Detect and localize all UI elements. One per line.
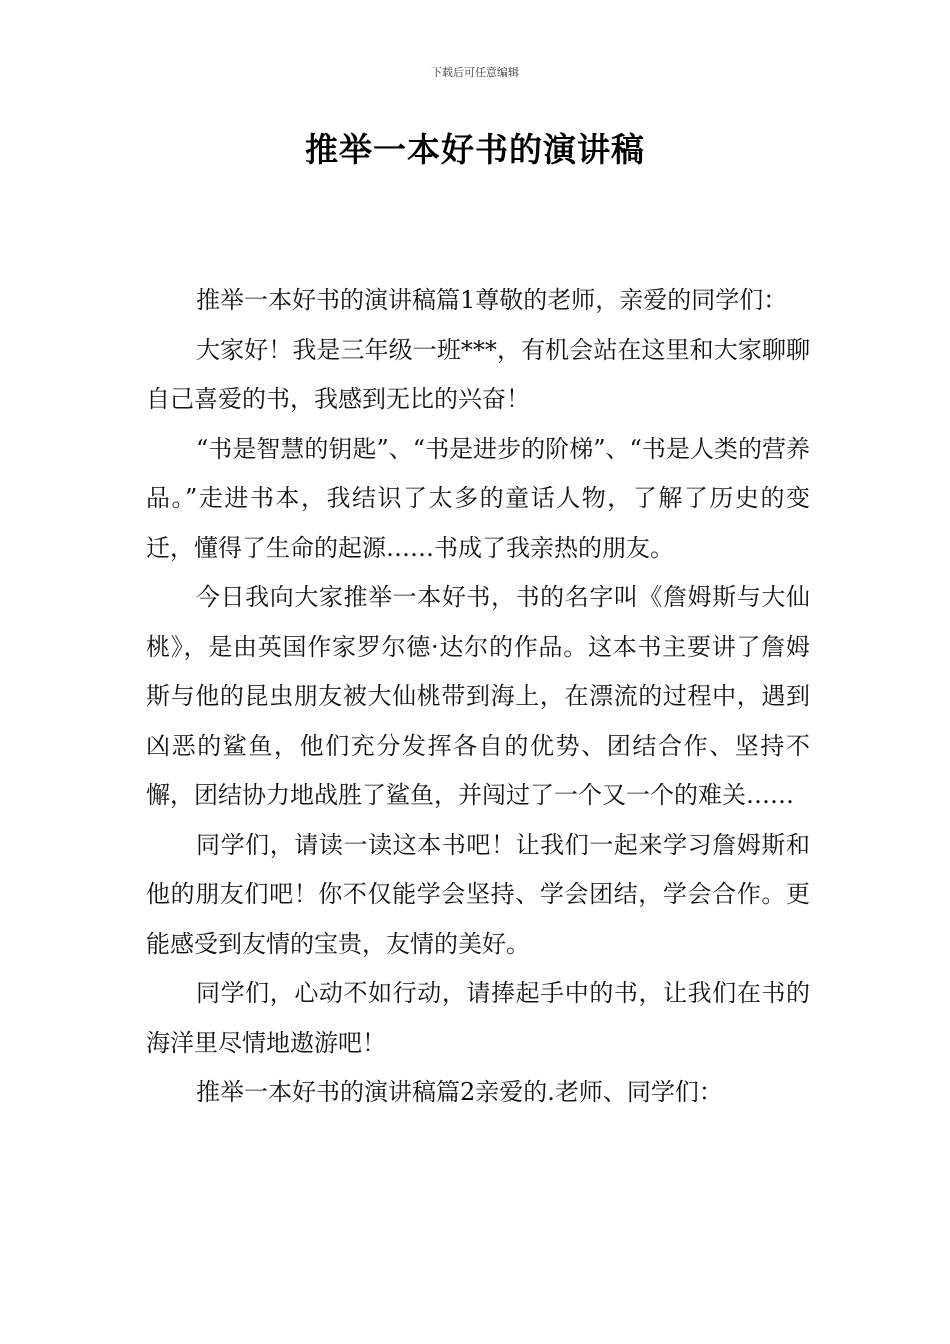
paragraph: 推举一本好书的演讲稿篇2亲爱的.老师、同学们： [196,1078,723,1106]
paragraph: 同学们，请读一读这本书吧！让我们一起来学习詹姆斯和他的朋友们吧！你不仅能学会坚持、学会团结，学会合作。更能感受到友情的宝贵，友情的美好。 [146,830,810,958]
paragraph: 大家好！我是三年级一班***，有机会站在这里和大家聊聊自己喜爱的书，我感到无比的兴奋！ [146,335,810,413]
paragraph: “书是智慧的钥匙”、“书是进步的阶梯”、“书是人类的营养品。”走进书本，我结识了太多的童话人物，了解了历史的变迁，懂得了生命的起源……书成了我亲热的朋友。 [146,434,810,562]
paragraph: 同学们，心动不如行动，请捧起手中的书，让我们在书的海洋里尽情地遨游吧！ [146,979,810,1057]
document-body [146,276,810,1118]
header-note: 下载后可任意编辑 [431,66,519,79]
document-title: 推举一本好书的演讲稿 [305,130,645,169]
paragraph: 今日我向大家推举一本好书，书的名字叫《詹姆斯与大仙桃》，是由英国作家罗尔德·达尔的作品。这本书主要讲了詹姆斯与他的昆虫朋友被大仙桃带到海上，在漂流的过程中，遇到凶恶的鲨鱼，他们充分发挥各自的优势、团结合作、坚持不懈，团结协力地战胜了鲨鱼，并闯过了一个又一个的难关…… [146,583,810,809]
paragraph: 推举一本好书的演讲稿篇1尊敬的老师，亲爱的同学们： [196,286,788,314]
